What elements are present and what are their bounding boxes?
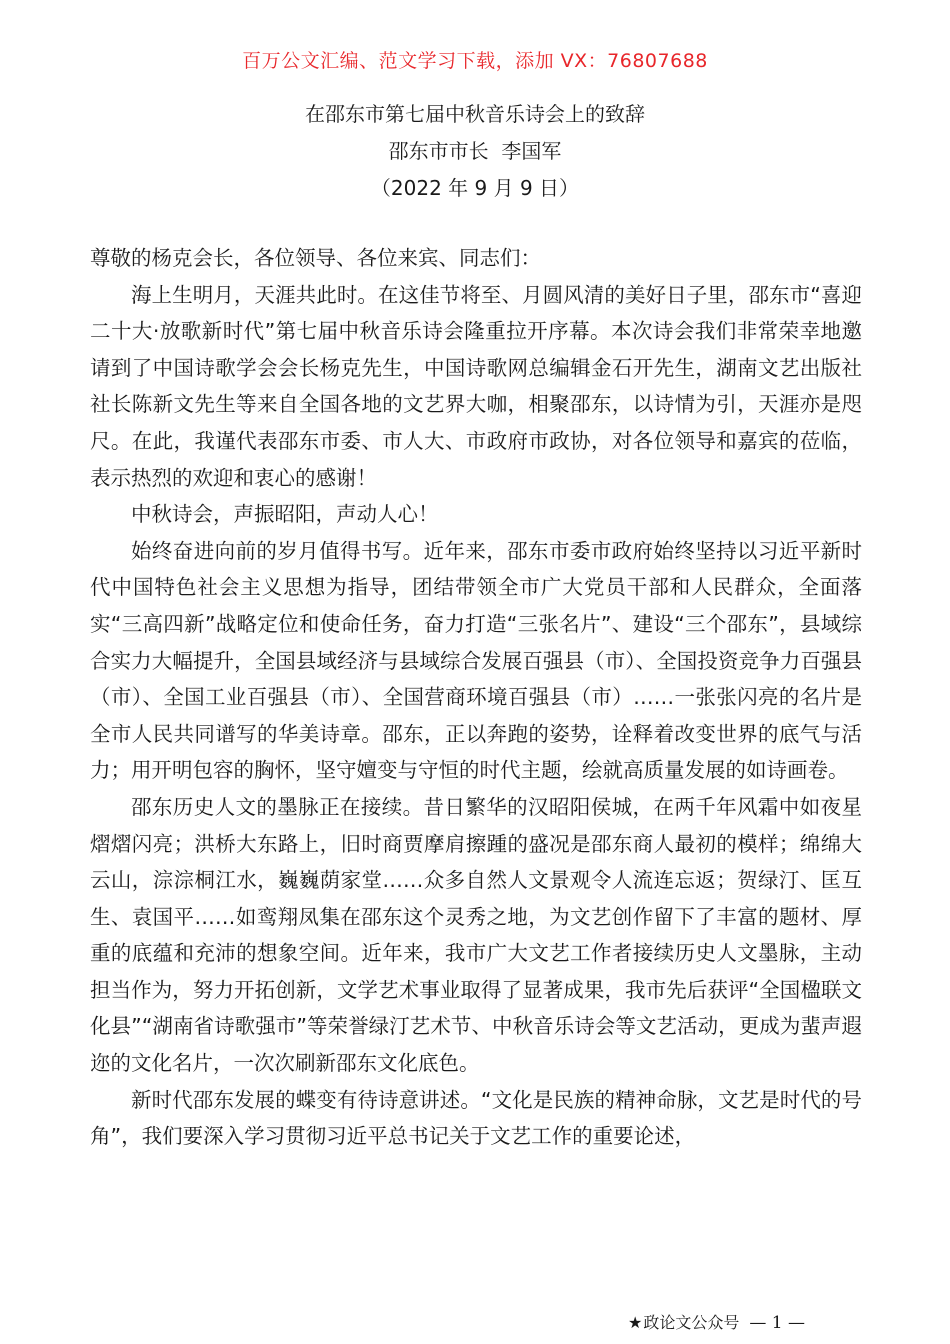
page-footer <box>628 1310 805 1333</box>
author-line: 邵东市市长 李国军 <box>388 139 562 163</box>
star-icon: ★ <box>628 1313 643 1332</box>
body-paragraph: 邵东历史人文的墨脉正在接续。昔日繁华的汉昭阳侯城，在两千年风霜中如夜星熠熠闪亮；洪桥大东路上，旧时商贾摩肩擦踵的盛况是邵东商人最初的模样；绵绵大云山，淙淙桐江水，巍巍荫家堂……众多自然人文景观令人流连忘返；贺绿汀、匡互生、袁国平……如鸾翔凤集在邵东这个灵秀之地，为文艺创作留下了丰富的题材、厚重的底蕴和充沛的想象空间。近年来，我市广大文艺工作者接续历史人文墨脉，主动担当作为，努力开拓创新，文学艺术事业取得了显著成果，我市先后获评“全国楹联文化县”“湖南省诗歌强市”等荣誉绿汀艺术节、中秋音乐诗会等文艺活动，更成为蜚声遐迩的文化名片，一次次刷新邵东文化底色。 <box>90 794 862 1076</box>
salutation: 尊敬的杨克会长，各位领导、各位来宾、同志们： <box>90 246 541 270</box>
title-block <box>0 96 950 207</box>
body-paragraph: 海上生明月，天涯共此时。在这佳节将至、月圆风清的美好日子里，邵东市“喜迎二十大·放歌新时代”第七届中秋音乐诗会隆重拉开序幕。本次诗会我们非常荣幸地邀请到了中国诗歌学会会长杨克先生，中国诗歌网总编辑金石开先生，湖南文艺出版社社长陈新文先生等来自全国各地的文艺界大咖，相聚邵东，以诗情为引，天涯亦是咫尺。在此，我谨代表邵东市委、市人大、市政府市政协，对各位领导和嘉宾的莅临，表示热烈的欢迎和衷心的感谢！ <box>90 282 862 490</box>
body-paragraph: 始终奋进向前的岁月值得书写。近年来，邵东市委市政府始终坚持以习近平新时代中国特色社会主义思想为指导，团结带领全市广大党员干部和人民群众，全面落实“三高四新”战略定位和使命任务，奋力打造“三张名片”、建设“三个邵东”，县域综合实力大幅提升，全国县域经济与县域综合发展百强县（市）、全国投资竞争力百强县（市）、全国工业百强县（市）、全国营商环境百强县（市）……一张张闪亮的名片是全市人民共同谱写的华美诗章。邵东，正以奔跑的姿势，诠释着改变世界的底气与活力；用开明包容的胸怀，坚守嬗变与守恒的时代主题，绘就高质量发展的如诗画卷。 <box>90 538 862 783</box>
footer-source: 政论文公众号 <box>643 1313 740 1332</box>
page-number: — 1 — <box>749 1313 805 1333</box>
body-paragraph: 中秋诗会，声振昭阳，声动人心！ <box>131 502 439 527</box>
document-title: 在邵东市第七届中秋音乐诗会上的致辞 <box>305 102 645 126</box>
body-paragraph: 新时代邵东发展的蝶变有待诗意讲述。“文化是民族的精神命脉，文艺是时代的号角”，我们要深入学习贯彻习近平总书记关于文艺工作的重要论述， <box>90 1087 862 1149</box>
document-body <box>90 240 862 1155</box>
date-line: （2022 年 9 月 9 日） <box>370 176 580 200</box>
promo-banner: 百万公文汇编、范文学习下载，添加 VX：76807688 <box>242 50 708 72</box>
